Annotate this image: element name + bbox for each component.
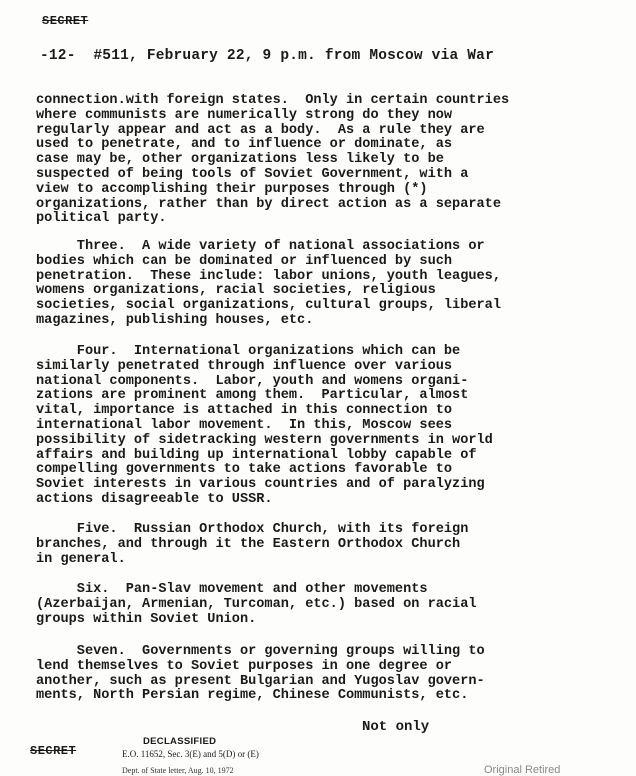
paragraph-three bbox=[36, 240, 576, 329]
text-line: used to penetrate, and to influence or dominate, as bbox=[36, 137, 453, 153]
text-line: regularly appear and act as a body. As a rule they are bbox=[36, 122, 485, 138]
text-line: lend themselves to Soviet purposes in one degree or bbox=[36, 658, 453, 674]
text-line: Soviet interests in various countries and of paralyzing bbox=[36, 477, 485, 493]
text-line: Three. A wide variety of national associations or bbox=[36, 239, 485, 254]
telegram-header: -12- #511, February 22, 9 p.m. from Moscow via War bbox=[40, 48, 494, 64]
classification-marking-top: SECRET bbox=[42, 14, 89, 28]
text-line: possibility of sidetracking western governments in world bbox=[36, 432, 493, 448]
text-line: international labor movement. In this, Moscow sees bbox=[36, 417, 453, 433]
text-line: compelling governments to take actions favorable to bbox=[36, 462, 453, 478]
text-line: (Azerbaijan, Armenian, Turcoman, etc.) based on racial bbox=[36, 596, 477, 612]
text-line: affairs and building up international lobby capable of bbox=[36, 447, 477, 463]
text-line: Four. International organizations which can be bbox=[36, 344, 461, 359]
text-line: suspected of being tools of Soviet Government, with a bbox=[36, 166, 469, 182]
text-line: magazines, publishing houses, etc. bbox=[36, 312, 314, 328]
text-line: in general. bbox=[36, 551, 126, 567]
text-line: groups within Soviet Union. bbox=[36, 611, 257, 627]
text-line: similarly penetrated through influence over various bbox=[36, 358, 453, 374]
text-line: organizations, rather than by direct action as a separate bbox=[36, 196, 501, 212]
text-line: womens organizations, racial societies, religious bbox=[36, 283, 436, 299]
text-line: view to accomplishing their purposes through (*) bbox=[36, 181, 428, 197]
text-line: case may be, other organizations less likely to be bbox=[36, 152, 444, 168]
text-line: bodies which can be dominated or influenced by such bbox=[36, 253, 453, 269]
text-line: penetration. These include: labor unions, youth leagues, bbox=[36, 268, 501, 284]
text-line: where communists are numerically strong do they now bbox=[36, 107, 453, 123]
retired-stamp: Original Retired bbox=[484, 764, 561, 776]
text-line: actions disagreeable to USSR. bbox=[36, 491, 273, 507]
paragraph-five bbox=[36, 523, 576, 567]
executive-order-line: E.O. 11652, Sec. 3(E) and 5(D) or (E) bbox=[122, 749, 259, 759]
paragraph-four bbox=[36, 345, 576, 508]
paragraph-seven bbox=[36, 645, 576, 704]
paragraph-1 bbox=[36, 94, 576, 227]
authority-line: Dept. of State letter, Aug. 10, 1972 bbox=[122, 766, 234, 775]
classification-marking-bottom: SECRET bbox=[30, 744, 77, 758]
text-line: political party. bbox=[36, 211, 167, 227]
declassified-stamp: DECLASSIFIED bbox=[143, 736, 217, 747]
text-line: national components. Labor, youth and womens organi- bbox=[36, 373, 469, 389]
text-line: zations are prominent among them. Particular, almost bbox=[36, 388, 469, 404]
continuation-text: Not only bbox=[362, 719, 430, 735]
text-line: Five. Russian Orthodox Church, with its foreign bbox=[36, 522, 469, 537]
paragraph-six bbox=[36, 583, 576, 627]
text-line: vital, importance is attached in this connection to bbox=[36, 403, 453, 419]
text-line: another, such as present Bulgarian and Yugoslav govern- bbox=[36, 673, 485, 689]
text-line: ments, North Persian regime, Chinese Communists, etc. bbox=[36, 688, 469, 704]
text-line: Six. Pan-Slav movement and other movements bbox=[36, 582, 428, 597]
text-line: connection.with foreign states. Only in certain countries bbox=[36, 93, 510, 108]
text-line: Seven. Governments or governing groups willing to bbox=[36, 644, 485, 659]
text-line: societies, social organizations, cultural groups, liberal bbox=[36, 298, 501, 314]
text-line: branches, and through it the Eastern Orthodox Church bbox=[36, 536, 461, 552]
